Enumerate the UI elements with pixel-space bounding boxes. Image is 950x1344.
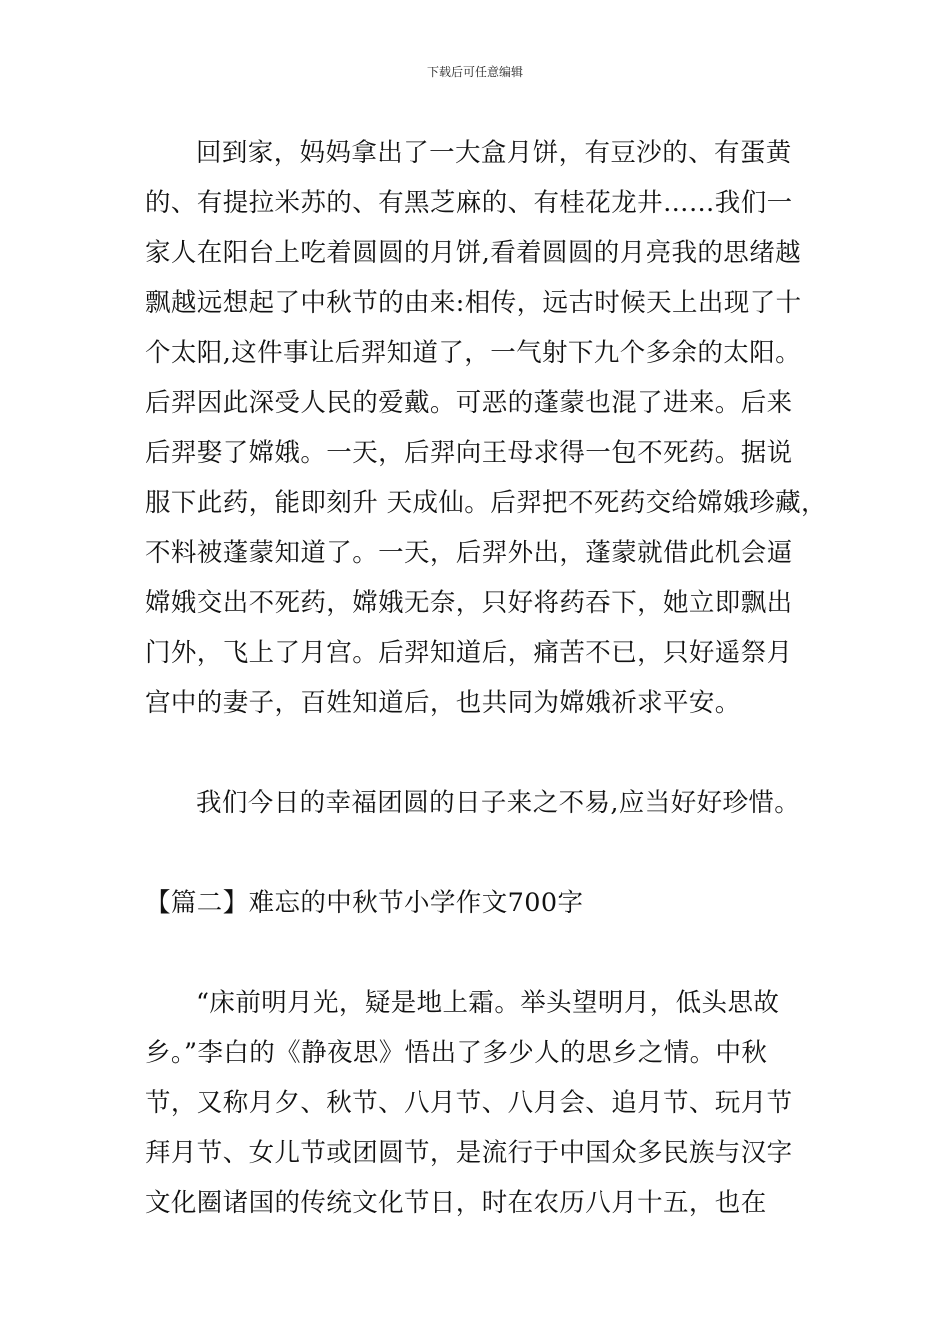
text-line: 嫦娥交出不死药，嫦娥无奈，只好将药吞下，她立即飘出 [145, 588, 793, 618]
paragraph-conclusion: 我们今日的幸福团圆的日子来之不易,应当好好珍惜。 [196, 788, 801, 818]
text-line: 飘越远想起了中秋节的由来:相传，远古时候天上出现了十 [145, 288, 802, 318]
text-line: 拜月节、女儿节或团圆节，是流行于中国众多民族与汉字 [145, 1138, 793, 1168]
text-line: 回到家，妈妈拿出了一大盒月饼，有豆沙的、有蛋黄 [196, 138, 792, 168]
text-line: 服下此药，能即刻升 天成仙。后羿把不死药交给嫦娥珍藏， [145, 488, 827, 518]
text-line: 门外，飞上了月宫。后羿知道后，痛苦不已，只好遥祭月 [145, 638, 793, 668]
text-line: “床前明月光，疑是地上霜。举头望明月，低头思故 [196, 988, 780, 1018]
text-line: 家人在阳台上吃着圆圆的月饼,看着圆圆的月亮我的思绪越 [145, 238, 802, 268]
document-body [145, 128, 827, 1228]
text-line: 个太阳,这件事让后羿知道了，一气射下九个多余的太阳。 [145, 338, 802, 368]
text-line: 文化圈诸国的传统文化节日，时在农历八月十五，也在 [145, 1188, 767, 1218]
text-line: 的、有提拉米苏的、有黑芝麻的、有桂花龙井……我们一 [145, 188, 793, 218]
section-title: 【篇二】难忘的中秋节小学作文700字 [145, 888, 584, 918]
page-header: 下载后可任意编辑 [426, 65, 523, 79]
paragraph-spacer [145, 828, 810, 878]
text-line: 后羿因此深受人民的爱戴。可恶的蓬蒙也混了进来。后来 [145, 388, 793, 418]
paragraph-spacer [145, 728, 810, 778]
text-line: 乡。”李白的《静夜思》悟出了多少人的思乡之情。中秋 [145, 1038, 768, 1068]
text-line: 节，又称月夕、秋节、八月节、八月会、追月节、玩月节 [145, 1088, 793, 1118]
paragraph-essay-intro [145, 978, 810, 1228]
text-line: 宫中的妻子，百姓知道后，也共同为嫦娥祈求平安。 [145, 688, 741, 718]
text-line: 不料被蓬蒙知道了。一天，后羿外出，蓬蒙就借此机会逼 [145, 538, 793, 568]
paragraph-spacer [145, 928, 810, 978]
paragraph-moon-festival-story [145, 128, 827, 728]
text-line: 后羿娶了嫦娥。一天，后羿向王母求得一包不死药。据说 [145, 438, 793, 468]
